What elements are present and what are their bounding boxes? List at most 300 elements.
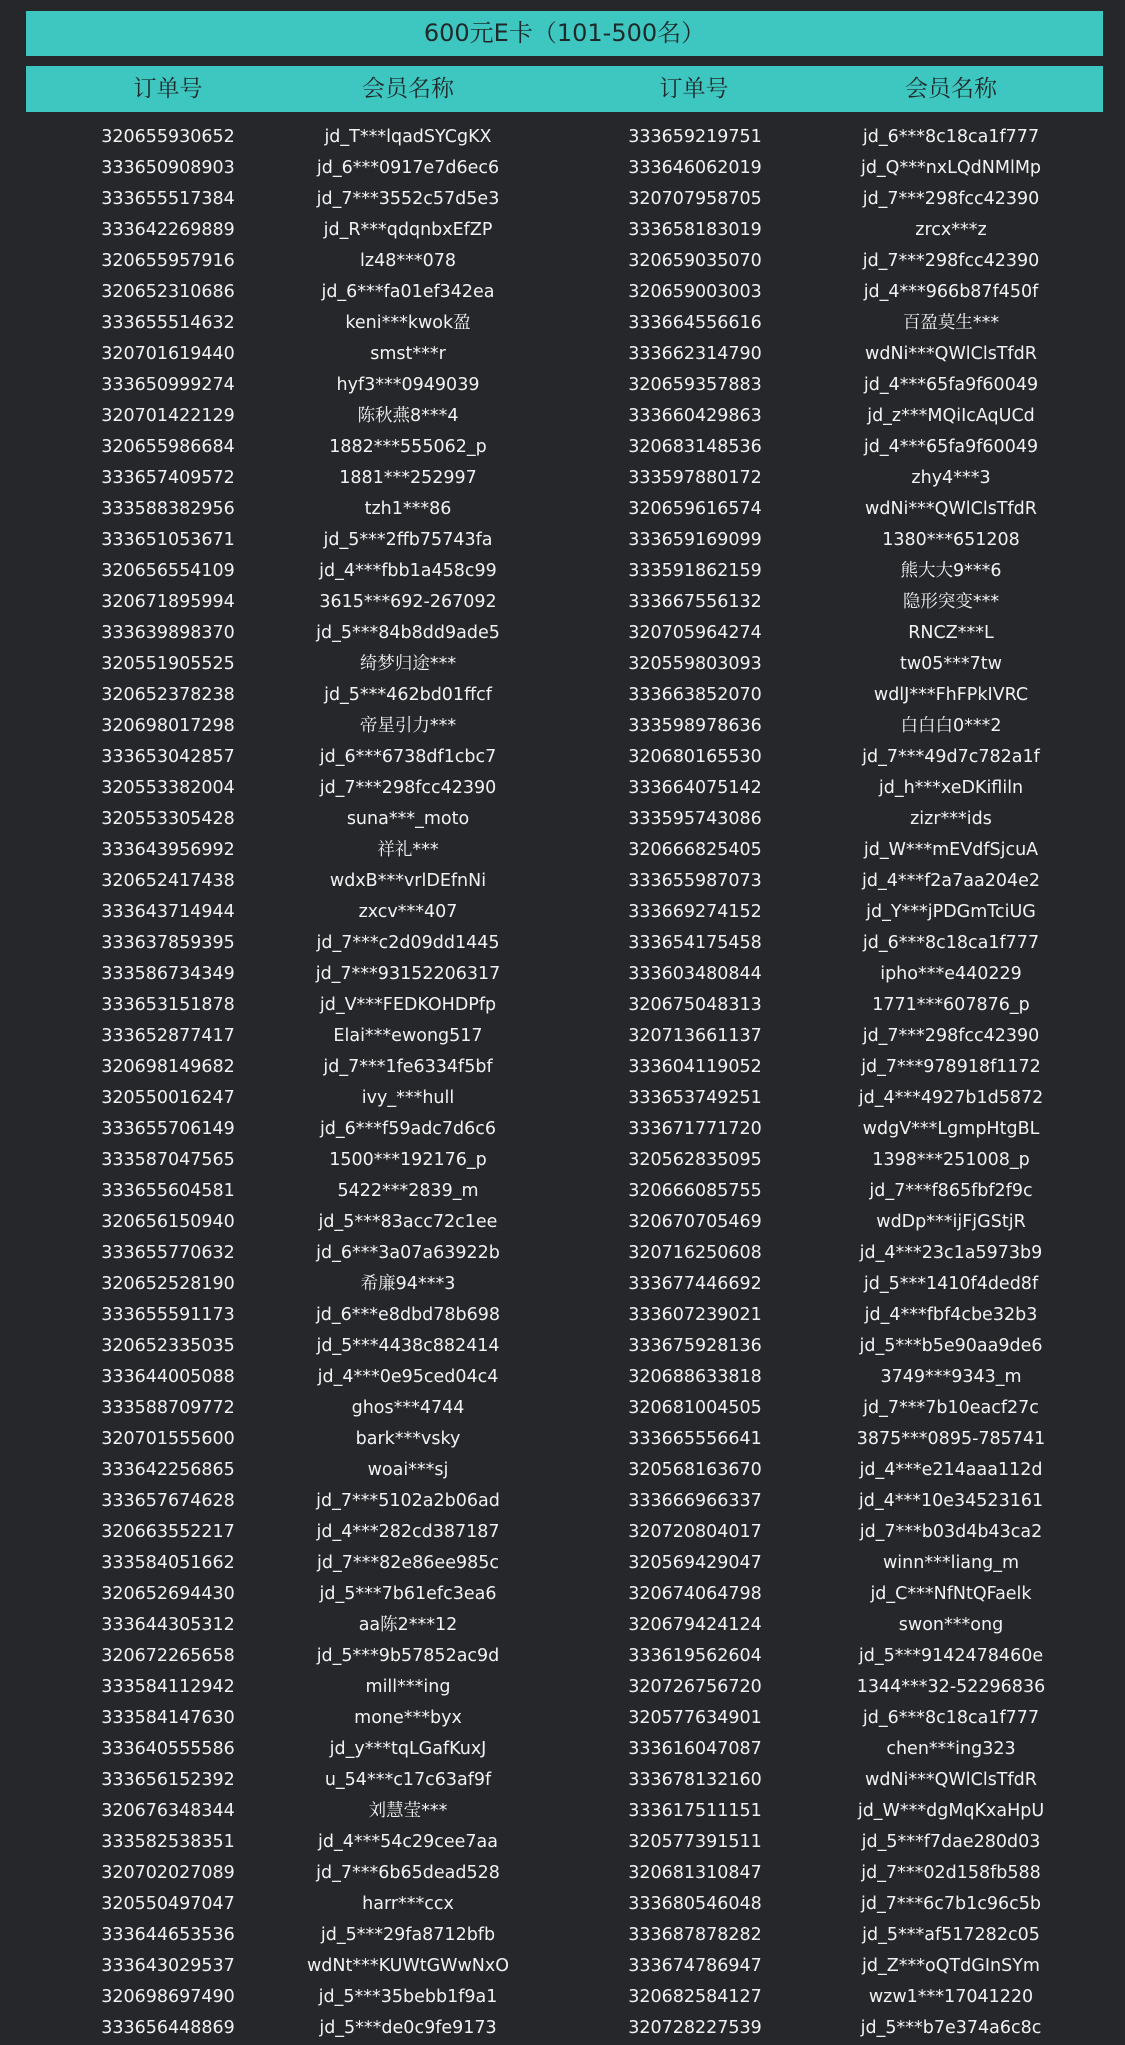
order-number-right: 320681310847 bbox=[628, 1863, 762, 1883]
member-name-right: jd_Z***oQTdGInSYm bbox=[862, 1956, 1040, 1976]
member-name-right: 隐形突变*** bbox=[902, 592, 1000, 612]
order-number-right: 333674786947 bbox=[628, 1956, 762, 1976]
order-number-right: 320659003003 bbox=[628, 282, 762, 302]
order-number-right: 320666825405 bbox=[628, 840, 762, 860]
member-name-right: winn***liang_m bbox=[882, 1553, 1020, 1573]
order-number-left: 333642256865 bbox=[101, 1460, 235, 1480]
member-name-left: jd_5***35bebb1f9a1 bbox=[318, 1987, 498, 2007]
order-number-left: 320656150940 bbox=[101, 1212, 235, 1232]
member-name-right: wdgV***LgmpHtgBL bbox=[862, 1119, 1040, 1139]
table-row bbox=[0, 466, 1125, 497]
order-number-right: 320659035070 bbox=[628, 251, 762, 271]
member-name-right: jd_7***b03d4b43ca2 bbox=[859, 1522, 1043, 1542]
member-name-right: jd_4***f2a7aa204e2 bbox=[861, 871, 1040, 891]
table-row bbox=[0, 1985, 1125, 2016]
member-name-right: 1344***32-52296836 bbox=[856, 1677, 1046, 1697]
member-name-left: bark***vsky bbox=[355, 1429, 461, 1449]
header-member-name-right: 会员名称 bbox=[905, 76, 997, 102]
table-row bbox=[0, 342, 1125, 373]
table-row bbox=[0, 1396, 1125, 1427]
member-name-left: jd_6***0917e7d6ec6 bbox=[316, 158, 500, 178]
member-name-left: 5422***2839_m bbox=[337, 1181, 479, 1201]
member-name-right: 熊大大9***6 bbox=[900, 561, 1002, 581]
order-number-right: 333667556132 bbox=[628, 592, 762, 612]
order-number-left: 333644005088 bbox=[101, 1367, 235, 1387]
table-row bbox=[0, 869, 1125, 900]
table-header bbox=[26, 66, 1103, 112]
table-row bbox=[0, 993, 1125, 1024]
table-row bbox=[0, 621, 1125, 652]
member-name-left: mone***byx bbox=[354, 1708, 462, 1728]
member-name-right: jd_7***f865fbf2f9c bbox=[869, 1181, 1033, 1201]
member-name-left: jd_5***29fa8712bfb bbox=[320, 1925, 496, 1945]
table-row bbox=[0, 1086, 1125, 1117]
member-name-left: jd_7***3552c57d5e3 bbox=[316, 189, 500, 209]
order-number-right: 333687878282 bbox=[628, 1925, 762, 1945]
table-row bbox=[0, 745, 1125, 776]
member-name-right: jd_7***298fcc42390 bbox=[862, 189, 1040, 209]
order-number-left: 333655706149 bbox=[101, 1119, 235, 1139]
order-number-right: 333607239021 bbox=[628, 1305, 762, 1325]
table-row bbox=[0, 559, 1125, 590]
member-name-right: swon***ong bbox=[898, 1615, 1004, 1635]
order-number-left: 333655591173 bbox=[101, 1305, 235, 1325]
order-number-right: 320568163670 bbox=[628, 1460, 762, 1480]
member-name-right: jd_Y***jPDGmTciUG bbox=[866, 902, 1036, 922]
order-number-left: 333656448869 bbox=[101, 2018, 235, 2038]
table-row bbox=[0, 1458, 1125, 1489]
order-number-right: 320713661137 bbox=[628, 1026, 762, 1046]
member-name-right: jd_h***xeDKifliln bbox=[878, 778, 1024, 798]
order-number-right: 333616047087 bbox=[628, 1739, 762, 1759]
order-number-right: 320707958705 bbox=[628, 189, 762, 209]
order-number-right: 320559803093 bbox=[628, 654, 762, 674]
member-name-right: jd_7***298fcc42390 bbox=[862, 1026, 1040, 1046]
member-name-right: jd_4***23c1a5973b9 bbox=[859, 1243, 1043, 1263]
member-name-right: jd_4***65fa9f60049 bbox=[863, 437, 1039, 457]
member-name-right: jd_7***02d158fb588 bbox=[861, 1863, 1041, 1883]
order-number-left: 333582538351 bbox=[101, 1832, 235, 1852]
member-name-left: mill***ing bbox=[365, 1677, 451, 1697]
table-row bbox=[0, 1954, 1125, 1985]
member-name-right: zizr***ids bbox=[910, 809, 992, 829]
order-number-right: 320670705469 bbox=[628, 1212, 762, 1232]
member-name-right: wdNi***QWlClsTfdR bbox=[865, 344, 1037, 364]
order-number-right: 320682584127 bbox=[628, 1987, 762, 2007]
member-name-right: zhy4***3 bbox=[911, 468, 991, 488]
order-number-right: 333671771720 bbox=[628, 1119, 762, 1139]
member-name-right: chen***ing323 bbox=[886, 1739, 1016, 1759]
table-row bbox=[0, 1706, 1125, 1737]
table-row bbox=[0, 435, 1125, 466]
member-name-right: RNCZ***L bbox=[908, 623, 994, 643]
member-name-right: jd_4***10e34523161 bbox=[858, 1491, 1044, 1511]
member-name-left: harr***ccx bbox=[362, 1894, 454, 1914]
member-name-right: jd_Q***nxLQdNMlMp bbox=[860, 158, 1042, 178]
table-row bbox=[0, 1179, 1125, 1210]
member-name-left: jd_5***9b57852ac9d bbox=[316, 1646, 500, 1666]
member-name-left: 绮梦归途*** bbox=[359, 654, 457, 674]
header-order-number-left: 订单号 bbox=[133, 76, 203, 102]
member-name-left: 1500***192176_p bbox=[329, 1150, 487, 1170]
order-number-left: 333655604581 bbox=[101, 1181, 235, 1201]
member-name-left: jd_R***qdqnbxEfZP bbox=[323, 220, 493, 240]
table-row bbox=[0, 776, 1125, 807]
table-row bbox=[0, 1830, 1125, 1861]
table-row bbox=[0, 1551, 1125, 1582]
member-name-left: jd_7***93152206317 bbox=[315, 964, 501, 984]
table-row bbox=[0, 590, 1125, 621]
order-number-left: 333584112942 bbox=[101, 1677, 235, 1697]
order-number-right: 333664556616 bbox=[628, 313, 762, 333]
table-row bbox=[0, 838, 1125, 869]
member-name-left: zxcv***407 bbox=[358, 902, 458, 922]
order-number-right: 333653749251 bbox=[628, 1088, 762, 1108]
member-name-right: jd_W***dgMqKxaHpU bbox=[857, 1801, 1045, 1821]
order-number-left: 320698017298 bbox=[101, 716, 235, 736]
member-name-left: jd_V***FEDKOHDPfp bbox=[319, 995, 497, 1015]
order-number-right: 320679424124 bbox=[628, 1615, 762, 1635]
order-number-right: 320716250608 bbox=[628, 1243, 762, 1263]
table-row bbox=[0, 1272, 1125, 1303]
table-row bbox=[0, 1923, 1125, 1954]
member-name-left: jd_5***83acc72c1ee bbox=[318, 1212, 498, 1232]
order-number-right: 320728227539 bbox=[628, 2018, 762, 2038]
order-number-left: 333655517384 bbox=[101, 189, 235, 209]
order-number-left: 333588382956 bbox=[101, 499, 235, 519]
order-number-right: 333595743086 bbox=[628, 809, 762, 829]
order-number-left: 320652310686 bbox=[101, 282, 235, 302]
member-name-right: 1380***651208 bbox=[882, 530, 1020, 550]
member-name-right: zrcx***z bbox=[915, 220, 987, 240]
member-name-right: wdDp***ijFjGStjR bbox=[876, 1212, 1026, 1232]
member-name-left: 陈秋燕8***4 bbox=[357, 406, 459, 426]
table-row bbox=[0, 1117, 1125, 1148]
member-name-right: tw05***7tw bbox=[899, 654, 1002, 674]
order-number-left: 333588709772 bbox=[101, 1398, 235, 1418]
member-name-left: aa陈2***12 bbox=[358, 1615, 458, 1635]
table-row bbox=[0, 1241, 1125, 1272]
table-row bbox=[0, 218, 1125, 249]
order-number-right: 333591862159 bbox=[628, 561, 762, 581]
member-name-left: jd_4***282cd387187 bbox=[316, 1522, 500, 1542]
member-name-right: jd_4***65fa9f60049 bbox=[863, 375, 1039, 395]
table-row bbox=[0, 1334, 1125, 1365]
order-number-right: 333664075142 bbox=[628, 778, 762, 798]
member-name-right: wzw1***17041220 bbox=[868, 1987, 1034, 2007]
member-name-right: jd_5***b7e374a6c8c bbox=[860, 2018, 1042, 2038]
member-name-left: jd_7***1fe6334f5bf bbox=[323, 1057, 493, 1077]
order-number-right: 333663852070 bbox=[628, 685, 762, 705]
order-number-right: 333658183019 bbox=[628, 220, 762, 240]
order-number-left: 320701555600 bbox=[101, 1429, 235, 1449]
order-number-left: 320702027089 bbox=[101, 1863, 235, 1883]
member-name-right: 百盈莫生*** bbox=[902, 313, 1000, 333]
member-name-right: jd_7***298fcc42390 bbox=[862, 251, 1040, 271]
member-name-right: wdlJ***FhFPkIVRC bbox=[873, 685, 1029, 705]
table-row bbox=[0, 1768, 1125, 1799]
member-name-left: hyf3***0949039 bbox=[336, 375, 480, 395]
member-name-right: jd_5***af517282c05 bbox=[862, 1925, 1040, 1945]
member-name-left: ghos***4744 bbox=[351, 1398, 465, 1418]
member-name-right: jd_6***8c18ca1f777 bbox=[862, 933, 1040, 953]
member-name-left: 希廉94***3 bbox=[360, 1274, 456, 1294]
table-row bbox=[0, 528, 1125, 559]
order-number-right: 333666966337 bbox=[628, 1491, 762, 1511]
member-name-left: lz48***078 bbox=[360, 251, 456, 271]
order-number-left: 333644305312 bbox=[101, 1615, 235, 1635]
order-number-right: 333662314790 bbox=[628, 344, 762, 364]
order-number-right: 333646062019 bbox=[628, 158, 762, 178]
member-name-left: suna***_moto bbox=[346, 809, 470, 829]
order-number-right: 333675928136 bbox=[628, 1336, 762, 1356]
order-number-left: 320550497047 bbox=[101, 1894, 235, 1914]
member-name-right: 1398***251008_p bbox=[872, 1150, 1030, 1170]
order-number-right: 333598978636 bbox=[628, 716, 762, 736]
order-number-left: 333656152392 bbox=[101, 1770, 235, 1790]
member-name-left: jd_5***4438c882414 bbox=[316, 1336, 500, 1356]
order-number-left: 333586734349 bbox=[101, 964, 235, 984]
order-number-left: 333652877417 bbox=[101, 1026, 235, 1046]
order-number-left: 320671895994 bbox=[101, 592, 235, 612]
member-name-left: 1882***555062_p bbox=[329, 437, 487, 457]
member-name-left: keni***kwok盈 bbox=[345, 313, 471, 333]
table-row bbox=[0, 1520, 1125, 1551]
order-number-right: 333669274152 bbox=[628, 902, 762, 922]
header-order-number-right: 订单号 bbox=[659, 76, 729, 102]
order-number-left: 333643714944 bbox=[101, 902, 235, 922]
order-number-right: 320720804017 bbox=[628, 1522, 762, 1542]
order-number-right: 333619562604 bbox=[628, 1646, 762, 1666]
order-number-left: 320663552217 bbox=[101, 1522, 235, 1542]
order-number-left: 333587047565 bbox=[101, 1150, 235, 1170]
order-number-left: 333642269889 bbox=[101, 220, 235, 240]
member-name-left: jd_6***6738df1cbc7 bbox=[319, 747, 497, 767]
order-number-left: 333644653536 bbox=[101, 1925, 235, 1945]
table-row bbox=[0, 1365, 1125, 1396]
order-number-left: 320655930652 bbox=[101, 127, 235, 147]
member-name-right: jd_5***b5e90aa9de6 bbox=[859, 1336, 1043, 1356]
member-name-right: jd_7***978918f1172 bbox=[861, 1057, 1041, 1077]
order-number-right: 333660429863 bbox=[628, 406, 762, 426]
member-name-right: jd_5***9142478460e bbox=[858, 1646, 1044, 1666]
order-number-right: 333597880172 bbox=[628, 468, 762, 488]
member-name-right: 3749***9343_m bbox=[880, 1367, 1022, 1387]
member-name-left: 刘慧莹*** bbox=[368, 1801, 448, 1821]
member-name-right: wdNi***QWlClsTfdR bbox=[865, 499, 1037, 519]
order-number-right: 333678132160 bbox=[628, 1770, 762, 1790]
order-number-left: 333657674628 bbox=[101, 1491, 235, 1511]
table-row bbox=[0, 1892, 1125, 1923]
member-name-left: jd_4***fbb1a458c99 bbox=[319, 561, 497, 581]
order-number-left: 320698697490 bbox=[101, 1987, 235, 2007]
member-name-left: jd_6***e8dbd78b698 bbox=[315, 1305, 501, 1325]
order-number-left: 320652694430 bbox=[101, 1584, 235, 1604]
table-row bbox=[0, 187, 1125, 218]
table-row bbox=[0, 1737, 1125, 1768]
table-row bbox=[0, 1427, 1125, 1458]
member-name-right: jd_4***e214aaa112d bbox=[859, 1460, 1043, 1480]
order-number-right: 333655987073 bbox=[628, 871, 762, 891]
table-row bbox=[0, 1799, 1125, 1830]
member-name-left: jd_7***6b65dead528 bbox=[316, 1863, 500, 1883]
member-name-left: jd_4***0e95ced04c4 bbox=[317, 1367, 499, 1387]
member-name-right: wdNi***QWlClsTfdR bbox=[865, 1770, 1037, 1790]
table-row bbox=[0, 714, 1125, 745]
order-number-left: 333650908903 bbox=[101, 158, 235, 178]
table-row bbox=[0, 900, 1125, 931]
order-number-right: 320666085755 bbox=[628, 1181, 762, 1201]
order-number-left: 333643029537 bbox=[101, 1956, 235, 1976]
order-number-right: 333659219751 bbox=[628, 127, 762, 147]
order-number-left: 320672265658 bbox=[101, 1646, 235, 1666]
member-name-left: wdxB***vrlDEfnNi bbox=[329, 871, 487, 891]
order-number-left: 320553382004 bbox=[101, 778, 235, 798]
member-name-right: jd_7***6c7b1c96c5b bbox=[861, 1894, 1041, 1914]
order-number-left: 320652528190 bbox=[101, 1274, 235, 1294]
member-name-right: jd_7***7b10eacf27c bbox=[863, 1398, 1039, 1418]
member-name-left: 1881***252997 bbox=[339, 468, 477, 488]
table-row bbox=[0, 652, 1125, 683]
header-member-name-left: 会员名称 bbox=[362, 76, 454, 102]
member-name-right: jd_5***1410f4ded8f bbox=[863, 1274, 1039, 1294]
member-name-left: jd_7***5102a2b06ad bbox=[316, 1491, 500, 1511]
order-number-right: 320659616574 bbox=[628, 499, 762, 519]
table-row bbox=[0, 683, 1125, 714]
order-number-right: 320705964274 bbox=[628, 623, 762, 643]
order-number-left: 320676348344 bbox=[101, 1801, 235, 1821]
member-name-left: 帝星引力*** bbox=[359, 716, 457, 736]
member-name-left: smst***r bbox=[370, 344, 446, 364]
table-row bbox=[0, 249, 1125, 280]
order-number-right: 320683148536 bbox=[628, 437, 762, 457]
member-name-right: jd_C***NfNtQFaelk bbox=[870, 1584, 1032, 1604]
member-name-left: wdNt***KUWtGWwNxO bbox=[306, 1956, 509, 1976]
table-row bbox=[0, 404, 1125, 435]
member-name-left: jd_5***84b8dd9ade5 bbox=[316, 623, 500, 643]
order-number-left: 333655514632 bbox=[101, 313, 235, 333]
member-name-right: 白白白0***2 bbox=[900, 716, 1002, 736]
table-row bbox=[0, 962, 1125, 993]
member-name-right: jd_z***MQiIcAqUCd bbox=[867, 406, 1035, 426]
member-name-right: jd_6***8c18ca1f777 bbox=[862, 127, 1040, 147]
order-number-right: 333603480844 bbox=[628, 964, 762, 984]
table-row bbox=[0, 1055, 1125, 1086]
member-name-right: 3875***0895-785741 bbox=[856, 1429, 1046, 1449]
table-row bbox=[0, 1148, 1125, 1179]
order-number-right: 320577391511 bbox=[628, 1832, 762, 1852]
order-number-right: 320675048313 bbox=[628, 995, 762, 1015]
member-name-left: jd_5***462bd01ffcf bbox=[324, 685, 492, 705]
member-name-left: jd_6***fa01ef342ea bbox=[321, 282, 495, 302]
order-number-left: 333640555586 bbox=[101, 1739, 235, 1759]
table-row bbox=[0, 1644, 1125, 1675]
member-name-left: jd_5***7b61efc3ea6 bbox=[319, 1584, 497, 1604]
table-row bbox=[0, 373, 1125, 404]
table-row bbox=[0, 1613, 1125, 1644]
order-number-right: 320688633818 bbox=[628, 1367, 762, 1387]
order-number-left: 333650999274 bbox=[101, 375, 235, 395]
table-row bbox=[0, 1582, 1125, 1613]
member-name-left: ivy_***hull bbox=[361, 1088, 455, 1108]
member-name-left: 祥礼*** bbox=[377, 840, 439, 860]
member-name-right: jd_4***4927b1d5872 bbox=[858, 1088, 1044, 1108]
member-name-right: ipho***e440229 bbox=[880, 964, 1022, 984]
order-number-right: 333617511151 bbox=[628, 1801, 762, 1821]
order-number-left: 320550016247 bbox=[101, 1088, 235, 1108]
order-number-right: 320562835095 bbox=[628, 1150, 762, 1170]
order-number-right: 320726756720 bbox=[628, 1677, 762, 1697]
order-number-left: 333651053671 bbox=[101, 530, 235, 550]
order-number-left: 333643956992 bbox=[101, 840, 235, 860]
table-row bbox=[0, 807, 1125, 838]
table-row bbox=[0, 1210, 1125, 1241]
table-row bbox=[0, 1489, 1125, 1520]
member-name-left: jd_7***298fcc42390 bbox=[319, 778, 497, 798]
order-number-right: 333680546048 bbox=[628, 1894, 762, 1914]
member-name-left: woai***sj bbox=[367, 1460, 449, 1480]
member-name-left: jd_6***f59adc7d6c6 bbox=[319, 1119, 497, 1139]
order-number-left: 320655957916 bbox=[101, 251, 235, 271]
member-name-left: jd_4***54c29cee7aa bbox=[318, 1832, 498, 1852]
member-name-left: jd_7***82e86ee985c bbox=[317, 1553, 499, 1573]
order-number-left: 320701619440 bbox=[101, 344, 235, 364]
order-number-right: 320680165530 bbox=[628, 747, 762, 767]
order-number-right: 320577634901 bbox=[628, 1708, 762, 1728]
order-number-left: 320655986684 bbox=[101, 437, 235, 457]
order-number-right: 333604119052 bbox=[628, 1057, 762, 1077]
table-row bbox=[0, 125, 1125, 156]
order-number-left: 320698149682 bbox=[101, 1057, 235, 1077]
member-name-right: jd_4***966b87f450f bbox=[863, 282, 1039, 302]
order-number-left: 320656554109 bbox=[101, 561, 235, 581]
order-number-left: 320652378238 bbox=[101, 685, 235, 705]
member-name-left: jd_5***de0c9fe9173 bbox=[319, 2018, 497, 2038]
order-number-right: 333677446692 bbox=[628, 1274, 762, 1294]
member-name-right: jd_6***8c18ca1f777 bbox=[862, 1708, 1040, 1728]
table-row bbox=[0, 280, 1125, 311]
order-number-left: 320551905525 bbox=[101, 654, 235, 674]
table-row bbox=[0, 497, 1125, 528]
order-number-right: 320659357883 bbox=[628, 375, 762, 395]
table-row bbox=[0, 931, 1125, 962]
member-name-left: Elai***ewong517 bbox=[333, 1026, 483, 1046]
order-number-left: 333639898370 bbox=[101, 623, 235, 643]
member-name-left: u_54***c17c63af9f bbox=[324, 1770, 492, 1790]
order-number-right: 333659169099 bbox=[628, 530, 762, 550]
order-number-left: 333657409572 bbox=[101, 468, 235, 488]
table-body bbox=[0, 125, 1125, 2045]
order-number-right: 333665556641 bbox=[628, 1429, 762, 1449]
member-name-left: 3615***692-267092 bbox=[319, 592, 497, 612]
table-row bbox=[0, 1024, 1125, 1055]
order-number-left: 333584147630 bbox=[101, 1708, 235, 1728]
member-name-left: jd_5***2ffb75743fa bbox=[323, 530, 493, 550]
order-number-left: 320553305428 bbox=[101, 809, 235, 829]
order-number-left: 320652335035 bbox=[101, 1336, 235, 1356]
order-number-left: 333584051662 bbox=[101, 1553, 235, 1573]
member-name-right: jd_W***mEVdfSjcuA bbox=[863, 840, 1039, 860]
table-row bbox=[0, 311, 1125, 342]
member-name-left: jd_6***3a07a63922b bbox=[316, 1243, 500, 1263]
member-name-left: jd_T***lqadSYCgKX bbox=[324, 127, 492, 147]
member-name-left: jd_7***c2d09dd1445 bbox=[316, 933, 500, 953]
order-number-left: 320652417438 bbox=[101, 871, 235, 891]
order-number-right: 320674064798 bbox=[628, 1584, 762, 1604]
member-name-left: jd_y***tqLGafKuxJ bbox=[329, 1739, 487, 1759]
table-row bbox=[0, 1303, 1125, 1334]
order-number-right: 320569429047 bbox=[628, 1553, 762, 1573]
